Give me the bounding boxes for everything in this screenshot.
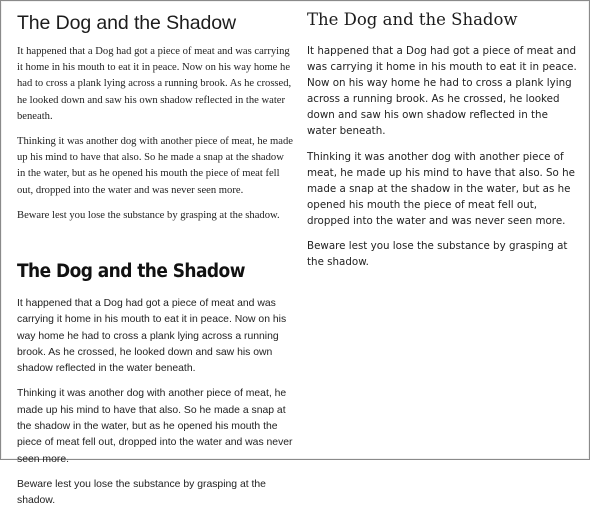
story-paragraph: Thinking it was another dog with another piece of meat, he made up his mind to have that also. So he made a snap at the shadow in the water, but as he opened his mouth the piece of meat fell out, dropped into the water and was never seen more. bbox=[17, 388, 293, 465]
story-title: The Dog and the Shadow bbox=[307, 10, 518, 29]
story-moral: Beware lest you lose the substance by grasping at the shadow. bbox=[17, 478, 266, 507]
story-panel-display bbox=[17, 259, 293, 510]
story-moral: Beware lest you lose the substance by grasping at the shadow. bbox=[307, 240, 568, 269]
story-paragraph: Thinking it was another dog with another piece of meat, he made up his mind to have that also. So he made a snap at the shadow in the water, but as he opened his mouth the piece of meat fell out, dropped into the water and was never seen more. bbox=[17, 136, 293, 196]
story-panel-sans bbox=[307, 9, 579, 270]
story-paragraph: It happened that a Dog had got a piece of meat and was carrying it home in his mouth to eat it in peace. Now on his way home he had to cross a plank lying across a running brook. As he crossed, he looked down and saw his own shadow reflected in the water beneath. bbox=[307, 45, 577, 138]
story-paragraph: Thinking it was another dog with another piece of meat, he made up his mind to have that also. So he made a snap at the shadow in the water, but as he opened his mouth the piece of meat fell out, dropped into the water and was never seen more. bbox=[307, 150, 575, 227]
story-panel-serif bbox=[17, 11, 293, 224]
story-title: The Dog and the Shadow bbox=[17, 12, 236, 34]
story-moral: Beware lest you lose the substance by grasping at the shadow. bbox=[17, 209, 280, 221]
story-title: The Dog and the Shadow bbox=[17, 261, 245, 282]
story-paragraph: It happened that a Dog had got a piece of meat and was carrying it home in his mouth to eat it in peace. Now on his way home he had to cross a plank lying across a running brook. As he crossed, he looked down and saw his own shadow reflected in the water beneath. bbox=[17, 46, 292, 122]
story-paragraph: It happened that a Dog had got a piece of meat and was carrying it home in his mouth to eat it in peace. Now on his way home he had to cross a plank lying across a running brook. As he crossed, he looked down and saw his own shadow reflected in the water beneath. bbox=[17, 298, 287, 375]
